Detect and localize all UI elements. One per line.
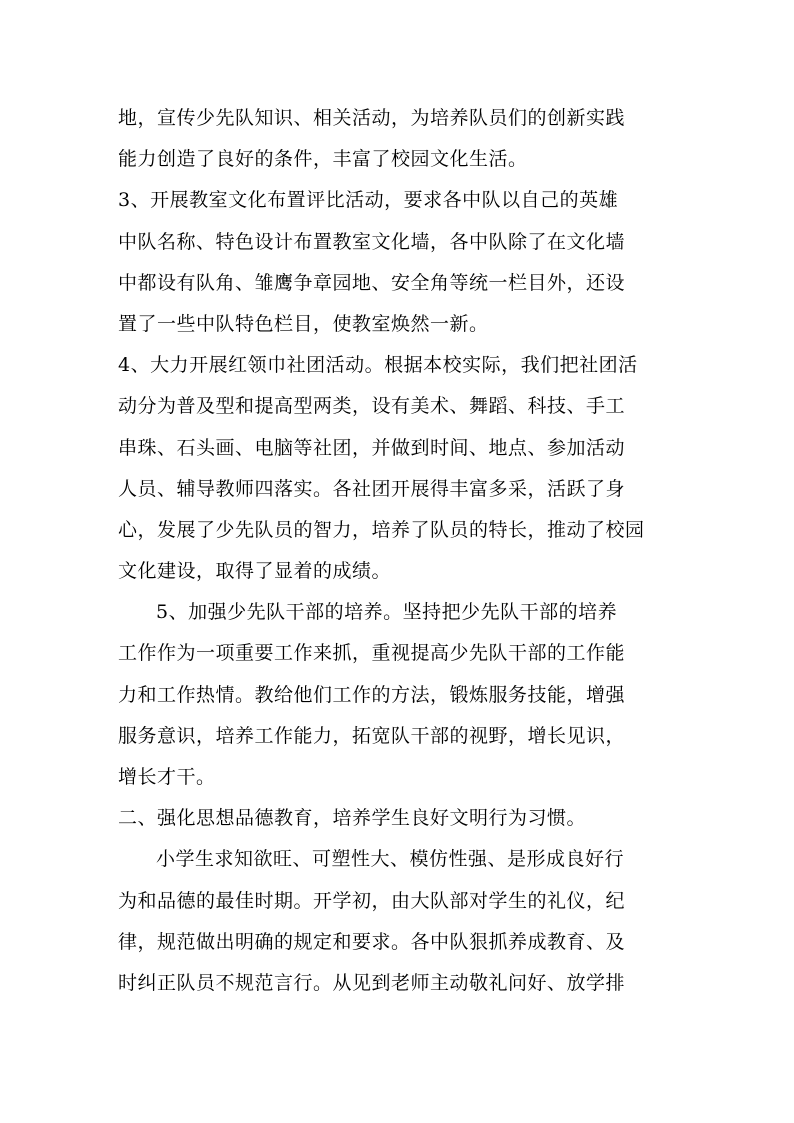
- text-line: 心，发展了少先队员的智力，培养了队员的特长，推动了校园: [118, 518, 645, 541]
- text-line: 二、强化思想品德教育，培养学生良好文明行为习惯。: [118, 807, 587, 830]
- text-line: 串珠、石头画、电脑等社团，并做到时间、地点、参加活动: [118, 436, 626, 459]
- text-line: 置了一些中队特色栏目，使教室焕然一新。: [118, 312, 489, 335]
- text-line: 工作作为一项重要工作来抓，重视提高少先队干部的工作能: [118, 642, 626, 665]
- document-body: [118, 98, 678, 1004]
- text-line: 为和品德的最佳时期。开学初，由大队部对学生的礼仪，纪: [118, 889, 626, 912]
- text-line: 力和工作热情。教给他们工作的方法，锻炼服务技能，增强: [118, 683, 626, 706]
- text-line: 增长才干。: [118, 766, 216, 788]
- text-line: 动分为普及型和提高型两类，设有美术、舞蹈、科技、手工: [118, 395, 626, 418]
- text-line: 5、加强少先队干部的培养。坚持把少先队干部的培养: [156, 601, 618, 624]
- text-line: 中队名称、特色设计布置教室文化墙，各中队除了在文化墙: [118, 230, 626, 253]
- text-line: 服务意识，培养工作能力，拓宽队干部的视野，增长见识，: [118, 724, 626, 747]
- text-line: 3、开展教室文化布置评比活动，要求各中队以自己的英雄: [118, 189, 619, 212]
- text-line: 能力创造了良好的条件，丰富了校园文化生活。: [118, 148, 528, 171]
- text-line: 中都设有队角、雏鹰争章园地、安全角等统一栏目外，还设: [118, 271, 626, 294]
- text-line: 时纠正队员不规范言行。从见到老师主动敬礼问好、放学排: [118, 971, 626, 994]
- text-line: 人员、辅导教师四落实。各社团开展得丰富多采，活跃了身: [118, 477, 626, 500]
- text-line: 律，规范做出明确的规定和要求。各中队狠抓养成教育、及: [118, 930, 626, 953]
- text-line: 地，宣传少先队知识、相关活动，为培养队员们的创新实践: [118, 107, 626, 129]
- text-line: 文化建设，取得了显着的成绩。: [118, 560, 392, 583]
- text-line: 4、大力开展红领巾社团活动。根据本校实际，我们把社团活: [118, 354, 638, 377]
- text-line: 小学生求知欲旺、可塑性大、模仿性强、是形成良好行: [156, 848, 625, 871]
